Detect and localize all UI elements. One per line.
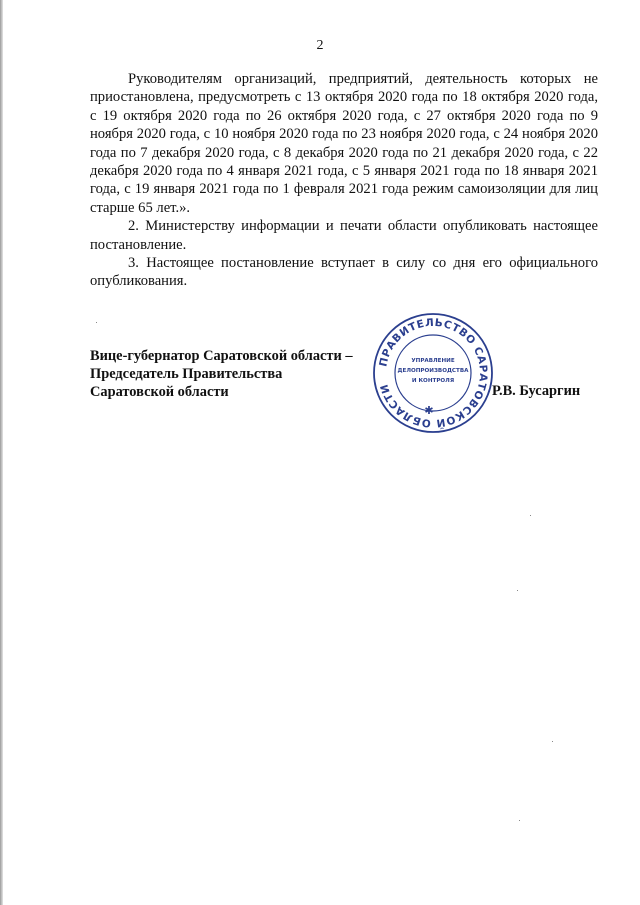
seal-graphic <box>371 311 495 435</box>
seal-inner-line-1: УПРАВЛЕНИЕ <box>411 358 455 364</box>
signer-name: Р.В. Бусаргин <box>492 383 581 399</box>
page-scan-edge <box>0 0 3 905</box>
seal-inner-line-3: И КОНТРОЛЯ <box>411 378 455 384</box>
seal-ring-text: ПРАВИТЕЛЬСТВО САРАТОВСКОЙ ОБЛАСТИ <box>377 316 490 430</box>
scan-speck <box>96 322 97 323</box>
document-body <box>90 70 598 291</box>
paragraph-1: Руководителям организаций, предприятий, деятельность которых не приостановлена, предусмотреть с 13 октября 2020 года по 18 октября 2020 года, с 19 октября 2020 года по 26 октября 2020 года, с 27 октября 2020 года по 9 ноября 2020 года, с 10 ноября 2020 года по 23 ноября 2020 года, с 24 ноября 2020 года по 7 декабря 2020 года, с 8 декабря 2020 года по 21 декабря 2020 года, с 22 декабря 2020 года по 4 января 2021 года, с 5 января 2021 года по 18 января 2021 года, с 19 января 2021 года по 1 февраля 2021 года режим самоизоляции для лиц старше 65 лет.». <box>90 71 598 216</box>
scan-speck <box>552 741 553 742</box>
signer-title-line-3: Саратовской области <box>90 384 229 400</box>
signer-title-line-1: Вице-губернатор Саратовской области – <box>90 348 353 364</box>
signer-title-line-2: Председатель Правительства <box>90 366 283 382</box>
scan-speck <box>519 820 520 821</box>
signature-block <box>90 347 353 401</box>
official-seal-stamp <box>371 311 495 435</box>
page-number: 2 <box>316 38 324 53</box>
scan-speck <box>517 590 518 591</box>
scan-speck <box>530 515 531 516</box>
paragraph-3: 3. Настоящее постановление вступает в силу со дня его официального опубликования. <box>90 255 598 290</box>
seal-inner-line-2: ДЕЛОПРОИЗВОДСТВА <box>397 368 469 374</box>
seal-star-icon: ✱ <box>424 404 434 417</box>
paragraph-2: 2. Министерству информации и печати области опубликовать настоящее постановление. <box>90 218 598 253</box>
